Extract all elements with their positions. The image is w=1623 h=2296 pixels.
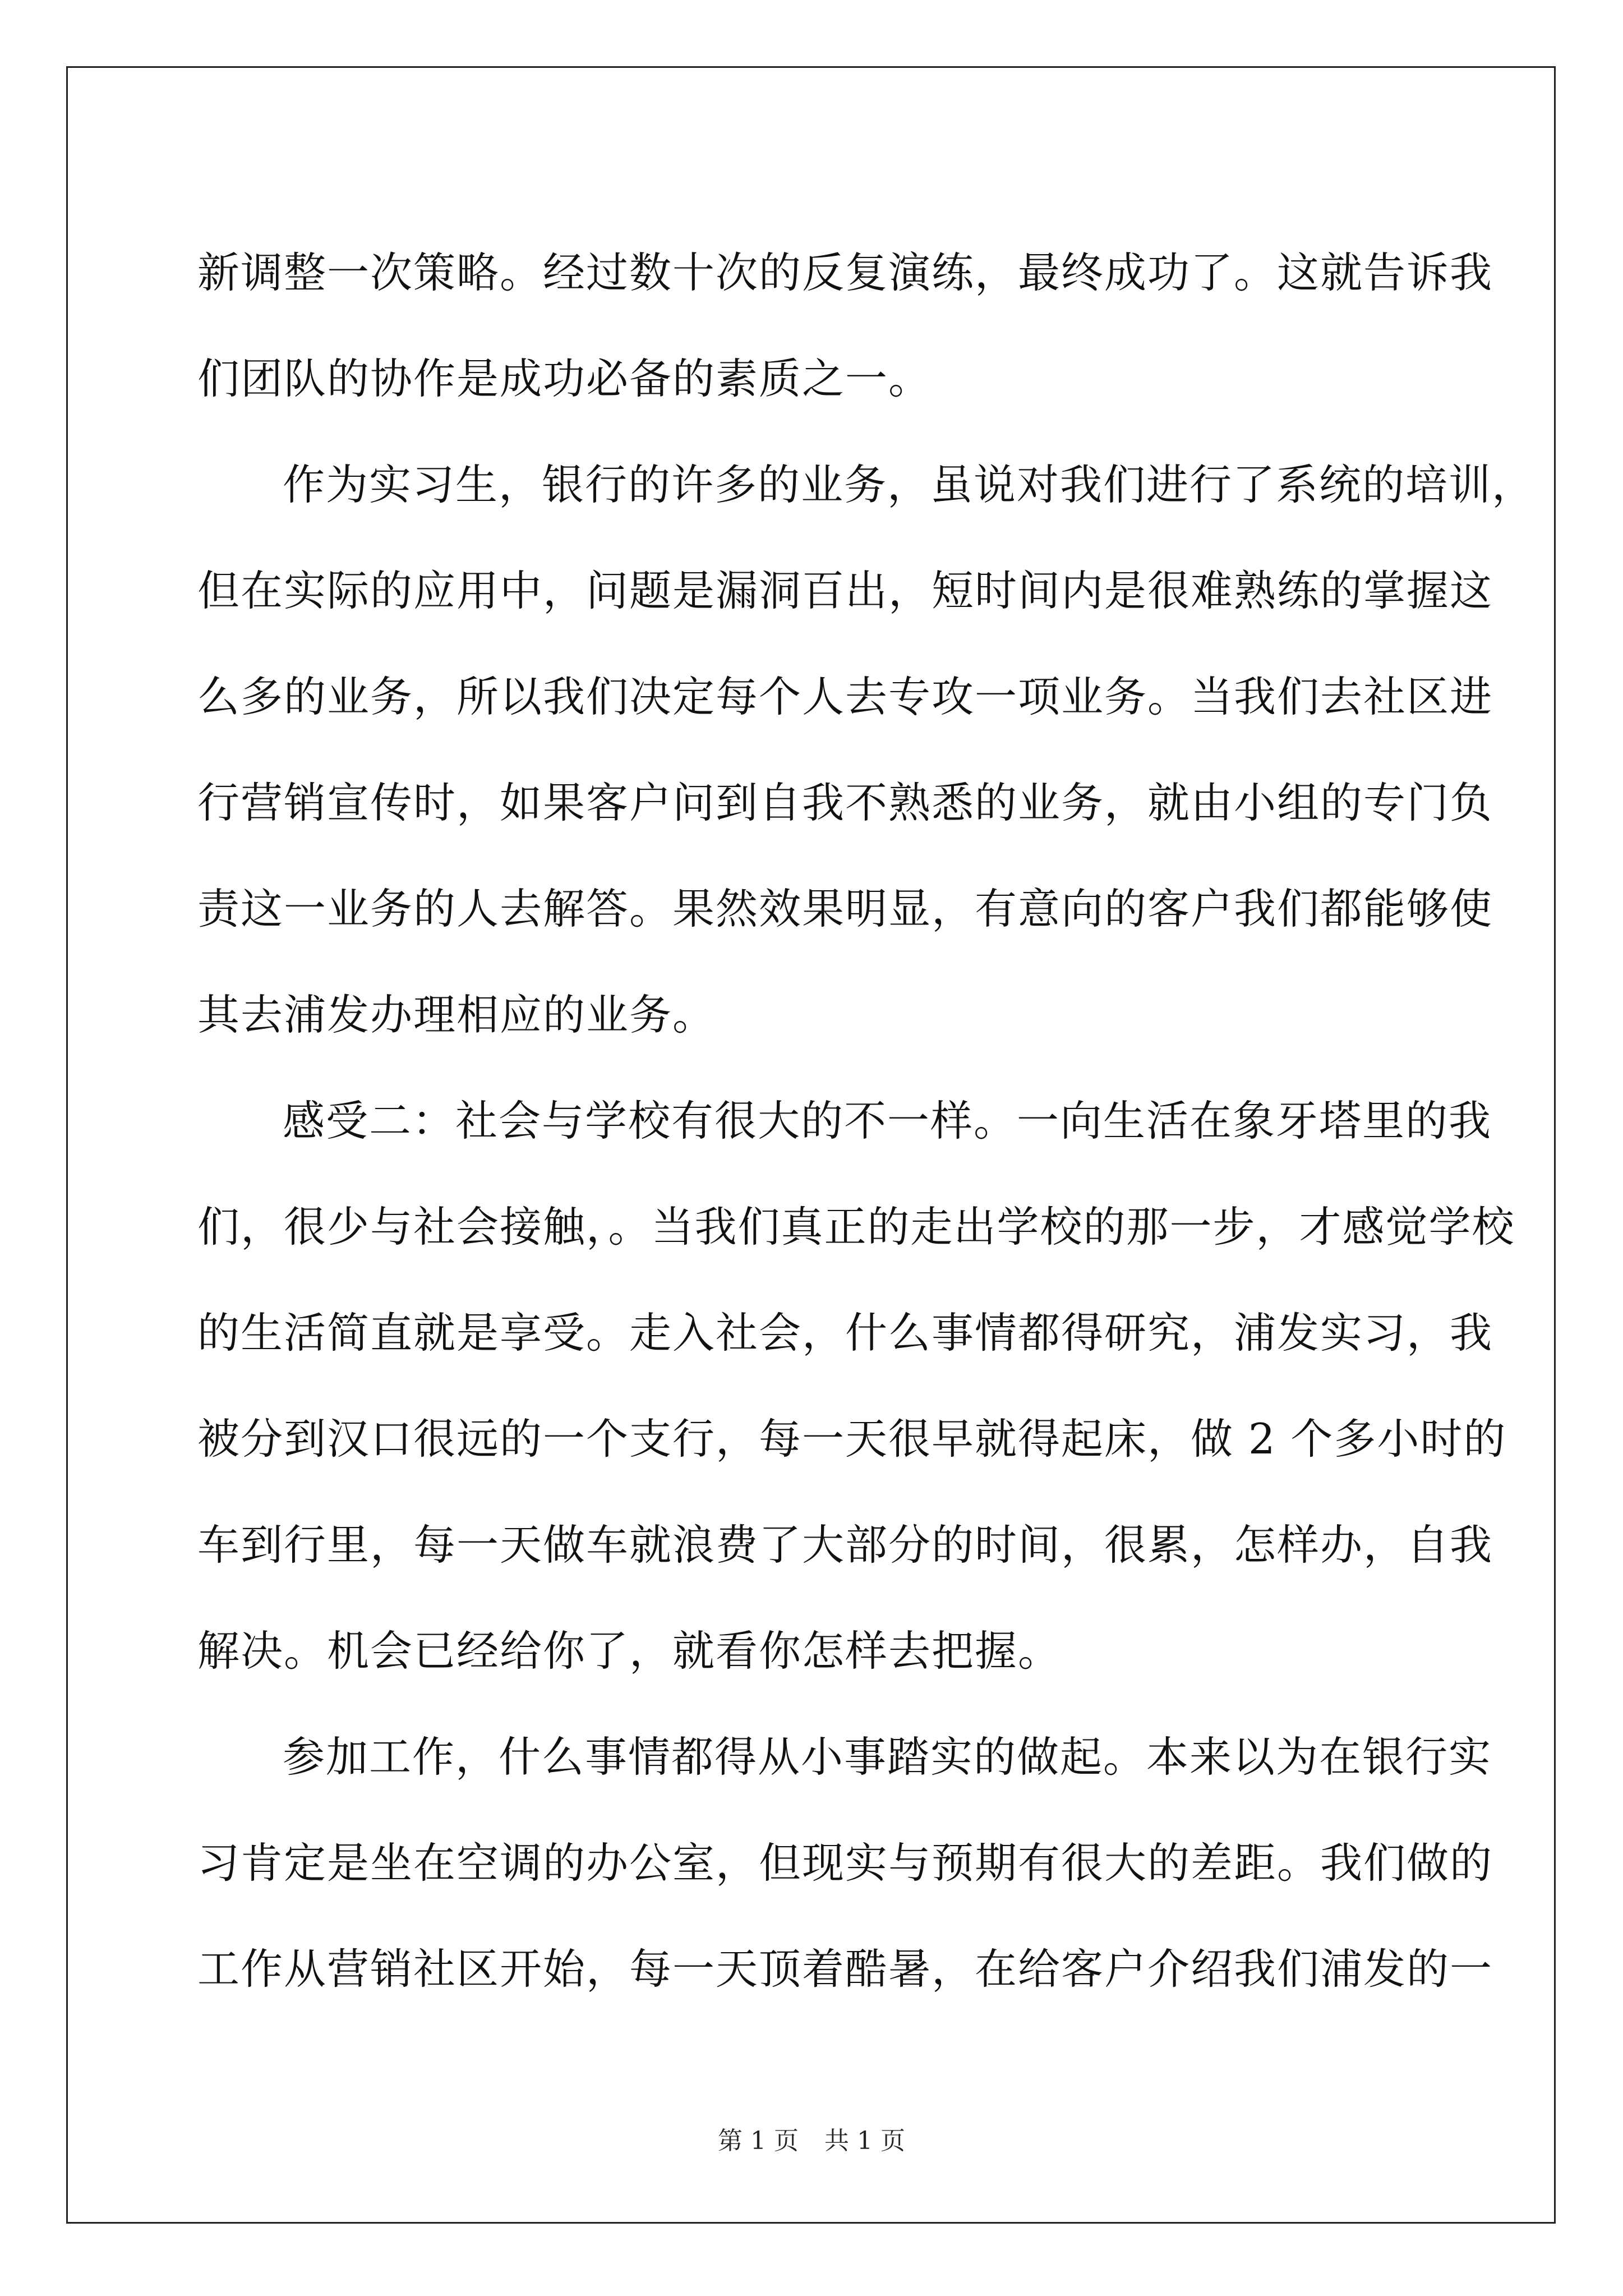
text-line: 被分到汉口很远的一个支行，每一天很早就得起床，做 2 个多小时的 xyxy=(197,1414,1507,1464)
text-line: 参加工作，什么事情都得从小事踏实的做起。本来以为在银行实 xyxy=(283,1732,1492,1782)
page-total: 共 1 页 xyxy=(824,2127,905,2155)
text-line: 车到行里，每一天做车就浪费了大部分的时间，很累，怎样办，自我 xyxy=(197,1520,1493,1570)
text-line: 但在实际的应用中，问题是漏洞百出，短时间内是很难熟练的掌握这 xyxy=(197,566,1493,615)
text-line: 工作从营销社区开始，每一天顶着酷暑，在给客户介绍我们浦发的一 xyxy=(197,1944,1493,1994)
paragraph-4 xyxy=(197,1704,1493,2022)
text-line: 其去浦发办理相应的业务。 xyxy=(197,990,716,1039)
paragraph-3 xyxy=(197,1068,1515,1704)
page-number: 第 1 页 xyxy=(718,2127,799,2155)
text-line: 解决。机会已经给你了，就看你怎样去把握。 xyxy=(197,1626,1062,1676)
text-line: 感受二：社会与学校有很大的不一样。一向生活在象牙塔里的我 xyxy=(283,1096,1492,1145)
text-line: 责这一业务的人去解答。果然效果明显，有意向的客户我们都能够使 xyxy=(197,884,1493,933)
document-body xyxy=(197,220,1536,2022)
text-line: 作为实习生，银行的许多的业务，虽说对我们进行了系统的培训， xyxy=(283,460,1536,509)
text-line: 行营销宣传时，如果客户问到自我不熟悉的业务，就由小组的专门负 xyxy=(197,778,1493,827)
text-line: 新调整一次策略。经过数十次的反复演练，最终成功了。这就告诉我 xyxy=(197,248,1493,297)
text-line: 们团队的协作是成功必备的素质之一。 xyxy=(197,354,932,403)
paragraph-1 xyxy=(197,220,1493,432)
text-line: 么多的业务，所以我们决定每个人去专攻一项业务。当我们去社区进 xyxy=(197,672,1493,721)
paragraph-2 xyxy=(197,432,1536,1068)
text-line: 习肯定是坐在空调的办公室，但现实与预期有很大的差距。我们做的 xyxy=(197,1838,1493,1888)
page-footer xyxy=(0,2120,1623,2156)
text-line: 们，很少与社会接触，。当我们真正的走出学校的那一步，才感觉学校 xyxy=(197,1202,1515,1251)
text-line: 的生活简直就是享受。走入社会，什么事情都得研究，浦发实习，我 xyxy=(197,1308,1493,1358)
